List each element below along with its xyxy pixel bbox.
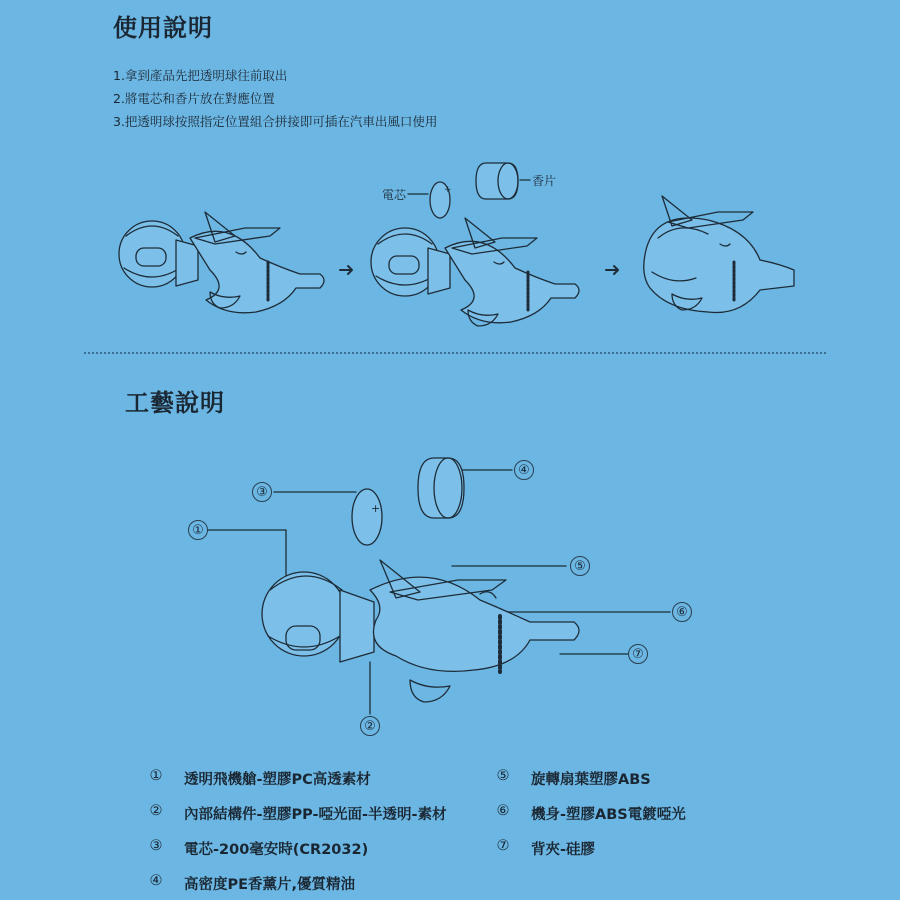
spec-item-3	[148, 838, 368, 859]
svg-text:+: +	[444, 185, 452, 195]
usage-illustrations	[0, 0, 900, 350]
spec-item-4	[148, 873, 355, 894]
callout-2: ②	[360, 716, 380, 736]
spec-text: 機身-塑膠ABS電鍍啞光	[531, 807, 686, 823]
spec-item-1	[148, 768, 371, 789]
exploded-diagram	[0, 440, 900, 840]
spec-marker: ⑥	[496, 803, 510, 819]
spec-text: 電芯-200毫安時(CR2032)	[184, 842, 369, 858]
plane-step-1	[119, 212, 324, 313]
spec-item-6	[495, 803, 686, 824]
section-divider	[84, 352, 826, 354]
callout-4: ④	[514, 460, 534, 480]
spec-text: 背夾-硅膠	[531, 842, 596, 858]
battery-label: 電芯	[382, 188, 407, 202]
callout-3: ③	[252, 482, 272, 502]
plane-step-3	[644, 196, 794, 313]
spec-text: 高密度PE香薰片,優質精油	[184, 877, 356, 893]
callout-7: ⑦	[628, 644, 648, 664]
spec-text: 旋轉扇葉塑膠ABS	[531, 772, 651, 788]
plane-step-2	[371, 218, 579, 326]
scent-label: 香片	[532, 174, 557, 188]
spec-marker: ①	[149, 768, 163, 784]
spec-text: 透明飛機艙-塑膠PC高透素材	[184, 772, 371, 788]
callout-5: ⑤	[570, 556, 590, 576]
spec-item-5	[495, 768, 651, 789]
watermark	[580, 640, 593, 670]
usage-title: 使用說明	[113, 14, 213, 42]
spec-item-2	[148, 803, 447, 824]
spec-marker: ⑦	[496, 838, 510, 854]
usage-step-1: 1.拿到產品先把透明球往前取出	[113, 68, 288, 83]
spec-marker: ③	[149, 838, 163, 854]
usage-step-2: 2.將電芯和香片放在對應位置	[113, 91, 275, 106]
callout-1: ①	[188, 520, 208, 540]
spec-marker: ②	[149, 803, 163, 819]
callout-6: ⑥	[672, 602, 692, 622]
spec-marker: ⑤	[496, 768, 510, 784]
usage-step-3: 3.把透明球按照指定位置組合拼接即可插在汽車出風口使用	[113, 114, 438, 129]
svg-text:+: +	[371, 502, 381, 515]
craft-title: 工藝說明	[125, 389, 225, 417]
spec-marker: ④	[149, 873, 163, 889]
scent-pad-part	[476, 163, 530, 199]
battery-part	[408, 182, 452, 218]
spec-item-7	[495, 838, 595, 859]
spec-text: 內部結構件-塑膠PP-啞光面-半透明-素材	[184, 807, 447, 823]
